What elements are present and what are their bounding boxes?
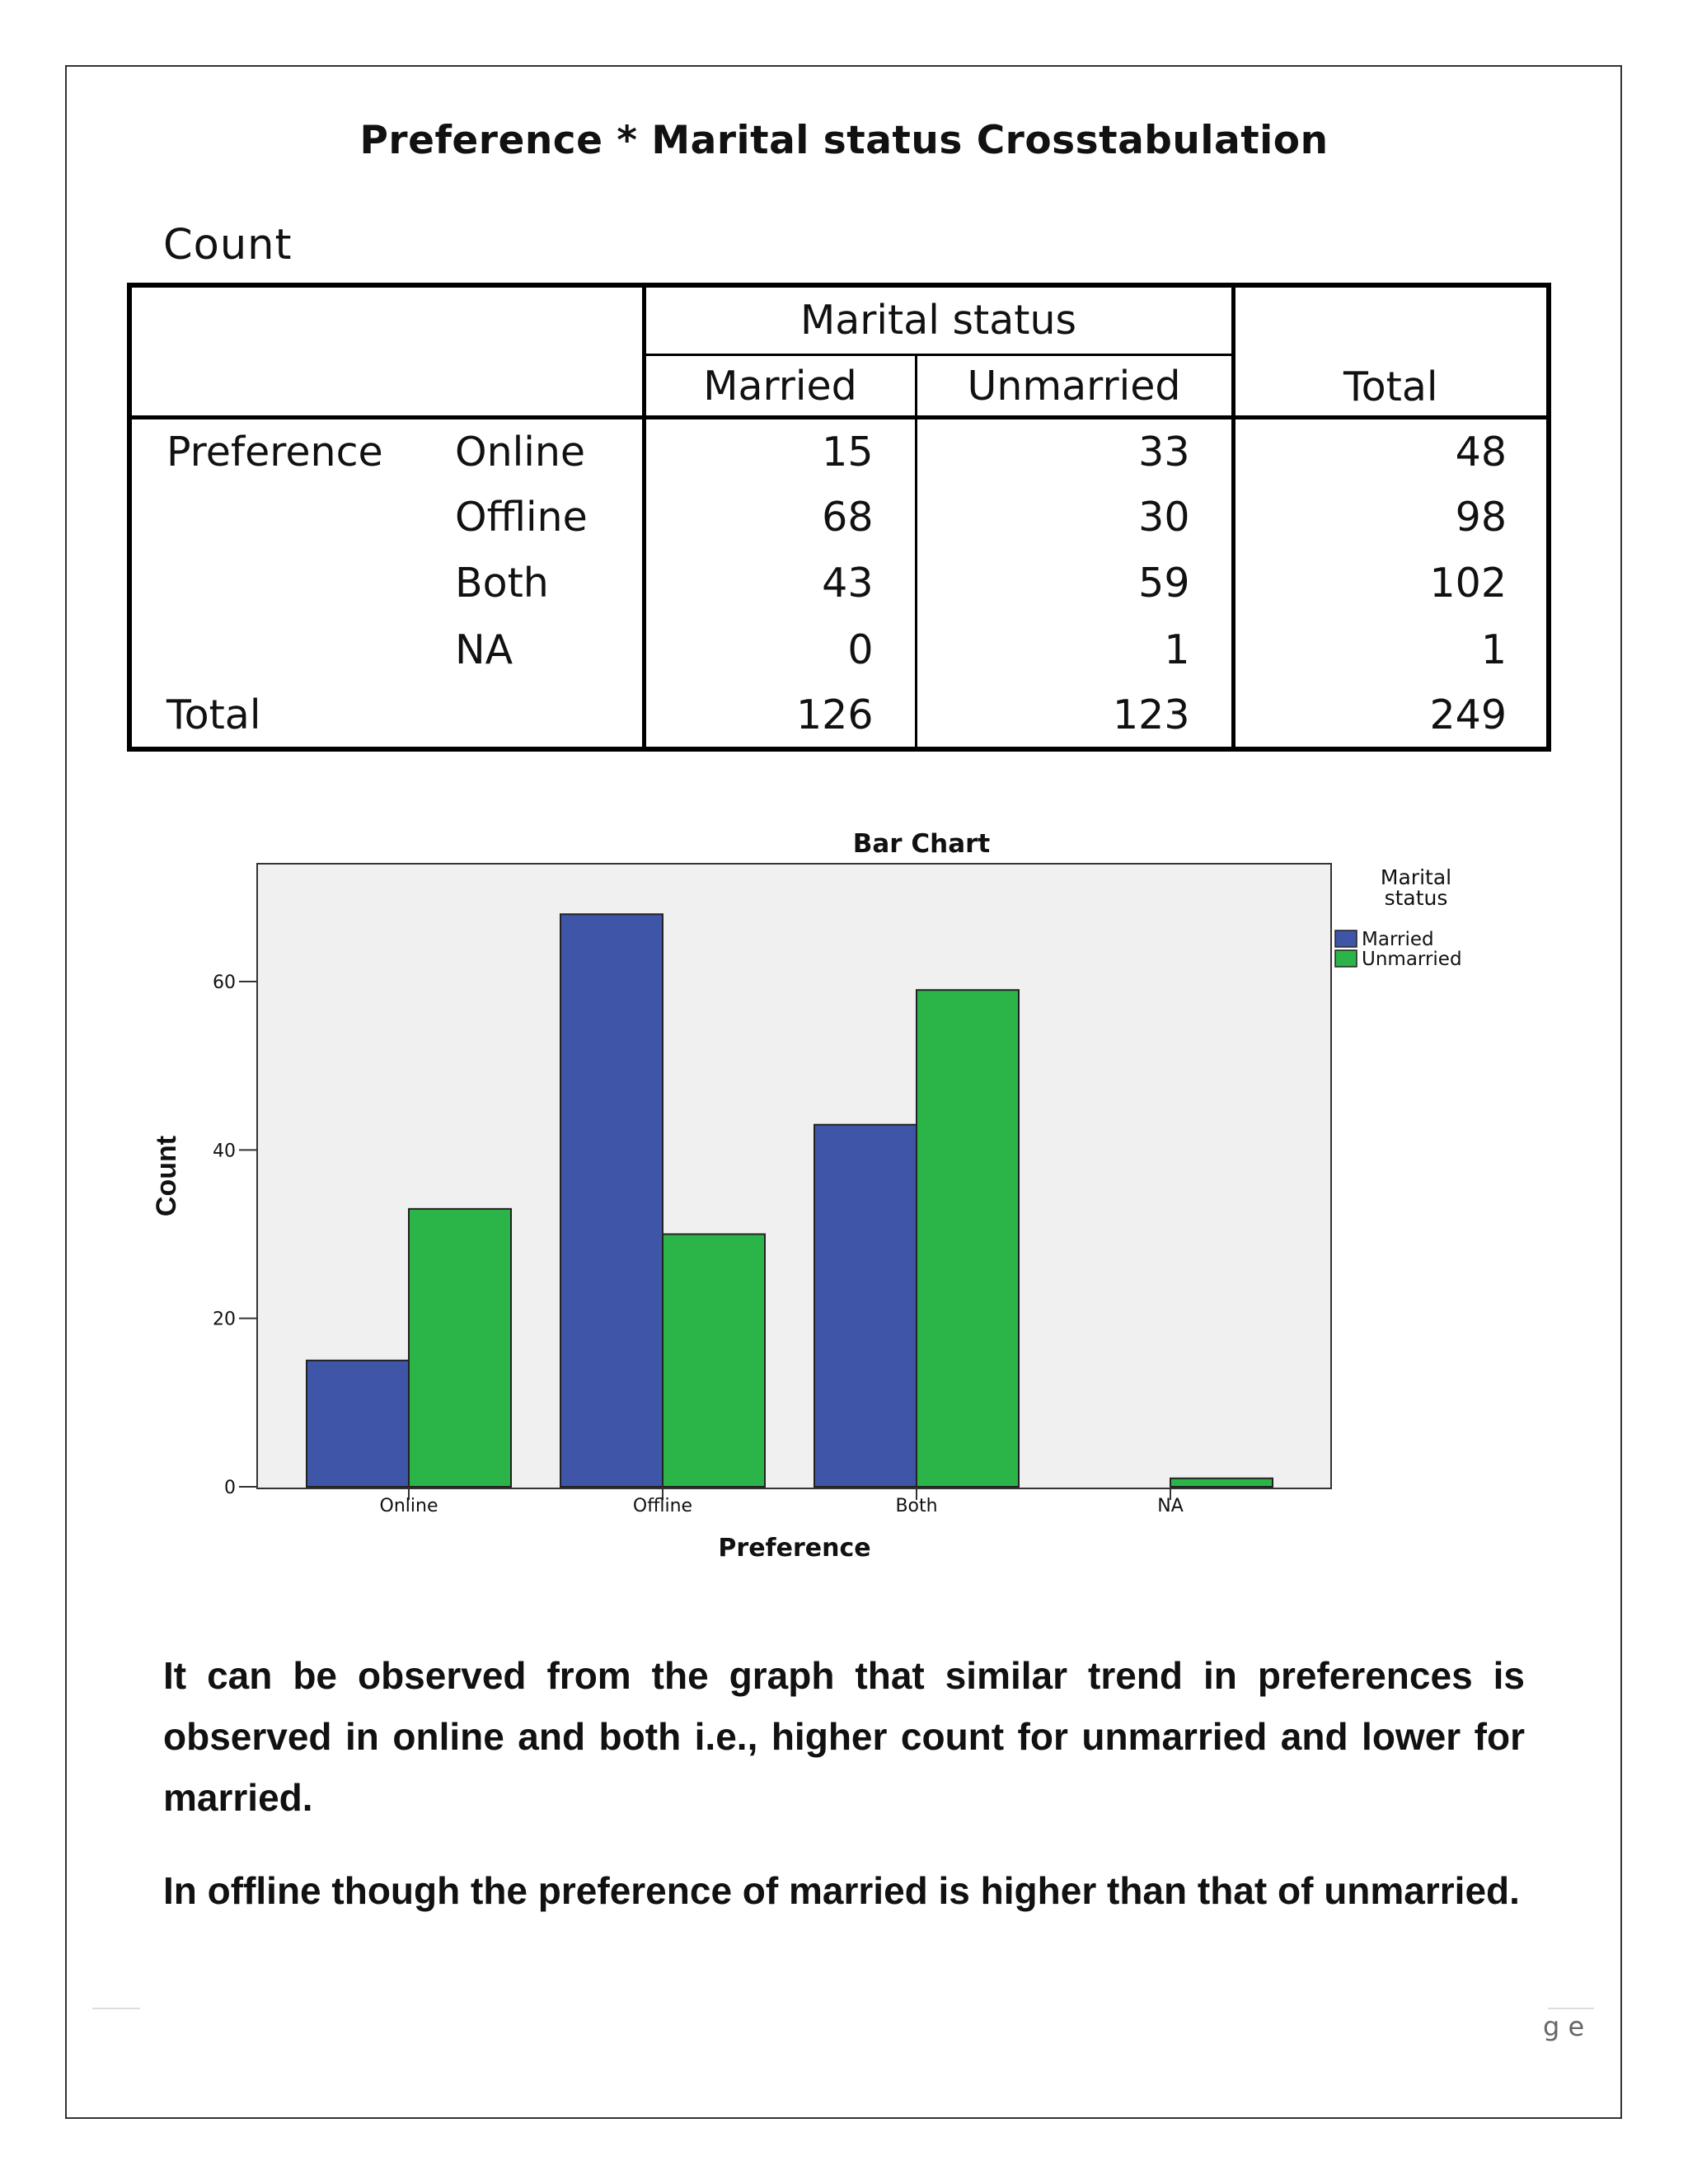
cell-married: 126 <box>644 683 916 749</box>
crosstab-table <box>127 283 1551 752</box>
cell-total: 98 <box>1233 484 1549 550</box>
row-label: Offline <box>455 493 588 541</box>
cell-total: 249 <box>1233 683 1549 749</box>
legend-label-married: Married <box>1362 929 1434 950</box>
group-header: Marital status <box>644 285 1233 354</box>
y-tick-label: 20 <box>213 1309 236 1330</box>
page-number-fragment: g e <box>1543 2011 1585 2042</box>
count-label: Count <box>163 221 293 269</box>
x-tick-label: NA <box>1157 1496 1184 1516</box>
row-label: Online <box>455 428 586 476</box>
table-total-row <box>129 683 1549 749</box>
table-row <box>129 484 1549 550</box>
row-label: Both <box>455 560 549 607</box>
cell-total: 48 <box>1233 418 1549 484</box>
bar-married-both <box>814 1125 917 1487</box>
cell-married: 0 <box>644 616 916 682</box>
bar-unmarried-online <box>409 1209 511 1487</box>
col-header-unmarried: Unmarried <box>916 354 1233 417</box>
cell-married: 43 <box>644 551 916 616</box>
bar-married-offline <box>560 914 663 1487</box>
bar-unmarried-offline <box>663 1235 765 1487</box>
footer-rule-left <box>92 2008 140 2009</box>
cell-unmarried: 1 <box>916 616 1233 682</box>
bar-unmarried-both <box>917 990 1019 1487</box>
x-tick-label: Offline <box>632 1496 693 1516</box>
y-axis <box>213 972 257 1498</box>
legend-swatch-married <box>1335 930 1357 947</box>
x-tick-label: Online <box>379 1496 438 1516</box>
cell-unmarried: 30 <box>916 484 1233 550</box>
cell-total: 1 <box>1233 616 1549 682</box>
cell-unmarried: 59 <box>916 551 1233 616</box>
empty-cell <box>129 551 455 616</box>
col-header-total: Total <box>1233 285 1549 418</box>
corner-cell <box>129 285 644 418</box>
empty-cell <box>455 683 644 749</box>
x-axis-label: Preference <box>718 1534 871 1563</box>
y-tick-label: 60 <box>213 972 236 994</box>
table-row <box>129 551 1549 616</box>
paragraph-1: It can be observed from the graph that similar trend in preferences is observed in online and both i.e., higher count for unmarried and lower for married. <box>163 1654 1525 1819</box>
total-row-label: Total <box>166 691 261 738</box>
cell-total: 102 <box>1233 551 1549 616</box>
table-row <box>129 616 1549 682</box>
legend-label-unmarried: Unmarried <box>1362 949 1462 970</box>
cell-married: 15 <box>644 418 916 484</box>
cell-unmarried: 123 <box>916 683 1233 749</box>
legend <box>1335 865 1462 970</box>
x-axis <box>380 1487 1184 1516</box>
paragraph-2: In offline though the preference of married is higher than that of unmarried. <box>163 1869 1520 1912</box>
legend-title-line1: Marital <box>1380 865 1452 889</box>
row-label: NA <box>455 626 513 673</box>
cell-married: 68 <box>644 484 916 550</box>
y-axis-label: Count <box>151 1135 182 1217</box>
bar-unmarried-na <box>1170 1479 1273 1487</box>
legend-title-line2: status <box>1384 886 1448 910</box>
table-row <box>129 418 1549 484</box>
empty-cell <box>129 616 455 682</box>
bar-married-online <box>307 1361 409 1487</box>
y-tick-label: 40 <box>213 1141 236 1162</box>
crosstab-title: Preference * Marital status Crosstabulation <box>359 118 1329 163</box>
legend-swatch-unmarried <box>1335 950 1357 967</box>
y-tick-label: 0 <box>224 1478 236 1498</box>
empty-cell <box>129 484 455 550</box>
x-tick-label: Both <box>895 1496 938 1516</box>
footer-rule-right <box>1548 2008 1594 2009</box>
col-header-married: Married <box>644 354 916 417</box>
cell-unmarried: 33 <box>916 418 1233 484</box>
row-group-label: Preference <box>166 428 383 476</box>
chart-title: Bar Chart <box>852 829 991 859</box>
bar-chart <box>132 820 1533 1578</box>
